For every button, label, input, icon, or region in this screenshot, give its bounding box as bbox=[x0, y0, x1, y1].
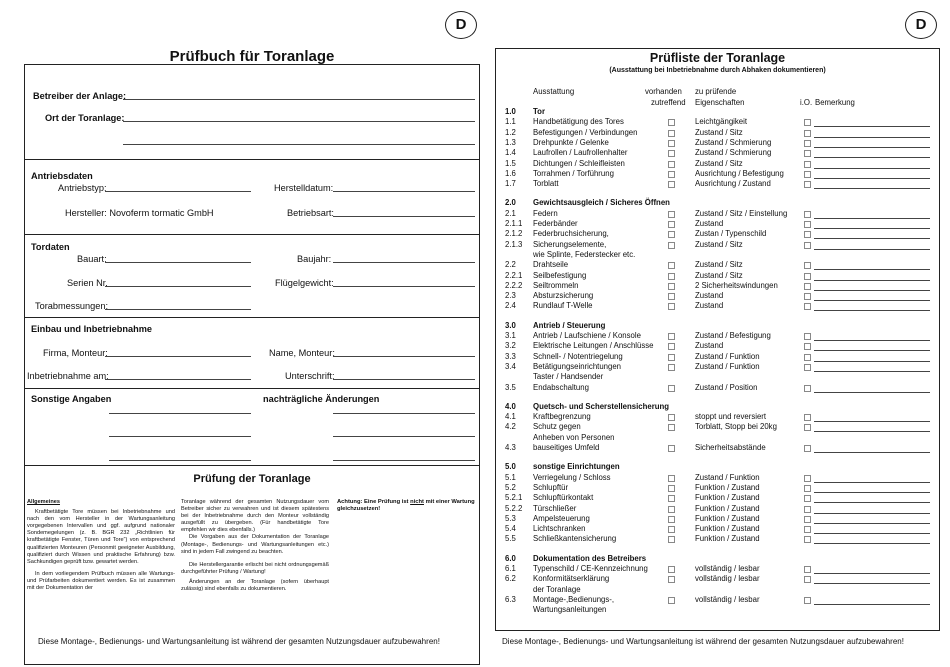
row-property: Funktion / Zustand bbox=[695, 524, 760, 534]
row-description: Verriegelung / Schloss bbox=[533, 472, 611, 482]
unterschrift-label: Unterschrift: bbox=[285, 371, 335, 381]
hersteller-text: Hersteller: Novoferm tormatic GmbH bbox=[65, 208, 214, 218]
io-checkbox[interactable] bbox=[804, 536, 811, 543]
io-checkbox[interactable] bbox=[804, 506, 811, 513]
page-title-left: Prüfbuch für Toranlage bbox=[169, 48, 335, 65]
row-property: stoppt und reversiert bbox=[695, 412, 767, 422]
row-number: 6.1 bbox=[505, 564, 516, 573]
vorhanden-checkbox[interactable] bbox=[668, 526, 675, 533]
io-checkbox[interactable] bbox=[804, 343, 811, 350]
row-property: Ausrichtung / Zustand bbox=[695, 179, 771, 189]
io-checkbox[interactable] bbox=[804, 171, 811, 178]
row-number: 2.2.1 bbox=[505, 270, 523, 280]
row-description: Taster / Handsender bbox=[533, 372, 604, 382]
row-description: Türschließer bbox=[533, 503, 577, 513]
vorhanden-checkbox[interactable] bbox=[668, 385, 675, 392]
row-number: 2.0 bbox=[505, 198, 516, 208]
allgemeines-paragraph: In dem vorliegendem Prüfbuch müssen alle Wartungs- und Prüfarbeiten dokumentiert werden. Es ist zusammen mit der Dokumentation der bbox=[27, 570, 175, 592]
row-description: Wartungsanleitungen bbox=[533, 605, 607, 615]
checklist-row bbox=[0, 534, 950, 545]
betreiber-label: Betreiber der Anlage: bbox=[33, 91, 127, 101]
pruefung-paragraph: Änderungen an der Toranlage (sofern überhaupt zulässig) sind ebenfalls zu dokumentieren. bbox=[181, 578, 329, 593]
antriebsdaten-title: Antriebsdaten bbox=[31, 171, 93, 181]
checklist-row bbox=[0, 605, 950, 616]
betreiber-field[interactable] bbox=[123, 99, 475, 100]
vorhanden-checkbox[interactable] bbox=[668, 364, 675, 371]
betriebsart-label: Betriebsart: bbox=[287, 208, 334, 218]
row-number: 4.0 bbox=[505, 401, 516, 411]
row-number: 4.1 bbox=[505, 412, 516, 422]
bauart-label: Bauart: bbox=[77, 254, 107, 264]
achtung-part-a: Achtung: Eine Prüfung ist bbox=[337, 499, 409, 505]
row-number: 5.0 bbox=[505, 462, 516, 472]
io-checkbox[interactable] bbox=[804, 576, 811, 583]
vorhanden-checkbox[interactable] bbox=[668, 150, 675, 157]
io-checkbox[interactable] bbox=[804, 211, 811, 218]
row-description: Federbruchsicherung, bbox=[533, 229, 609, 239]
row-description: Gewichtsausgleich / Sicheres Öffnen bbox=[533, 198, 670, 208]
vorhanden-checkbox[interactable] bbox=[668, 303, 675, 310]
io-checkbox[interactable] bbox=[804, 262, 811, 269]
checklist-row bbox=[0, 383, 950, 394]
achtung-nicht: nicht bbox=[410, 499, 424, 505]
vorhanden-checkbox[interactable] bbox=[668, 424, 675, 431]
row-number: 1.4 bbox=[505, 148, 516, 158]
vorhanden-checkbox[interactable] bbox=[668, 414, 675, 421]
row-number: 2.2.2 bbox=[505, 280, 523, 290]
io-checkbox[interactable] bbox=[804, 414, 811, 421]
language-badge-right: D bbox=[905, 11, 937, 39]
row-number: 2.1.1 bbox=[505, 219, 523, 228]
divider bbox=[25, 317, 479, 318]
vorhanden-checkbox[interactable] bbox=[668, 171, 675, 178]
checklist-row bbox=[0, 443, 950, 454]
antriebstyp-label: Antriebstyp: bbox=[58, 183, 107, 193]
bemerkung-field[interactable] bbox=[814, 310, 930, 311]
sonstige-line[interactable] bbox=[109, 460, 251, 461]
row-description: Handbetätigung des Tores bbox=[533, 117, 624, 127]
vorhanden-checkbox[interactable] bbox=[668, 536, 675, 543]
einbau-title: Einbau und Inbetriebnahme bbox=[31, 324, 152, 334]
row-property: Sicherheitsabstände bbox=[695, 443, 766, 452]
row-property: Zustand bbox=[695, 219, 724, 228]
vorhanden-checkbox[interactable] bbox=[668, 485, 675, 492]
row-property: Funktion / Zustand bbox=[695, 482, 760, 492]
achtung-part-b: mit einer Wartung gleichzusetzen! bbox=[337, 499, 475, 513]
vorhanden-checkbox[interactable] bbox=[668, 273, 675, 280]
bemerkung-field[interactable] bbox=[814, 188, 930, 189]
vorhanden-checkbox[interactable] bbox=[668, 445, 675, 452]
vorhanden-checkbox[interactable] bbox=[668, 495, 675, 502]
io-checkbox[interactable] bbox=[804, 445, 811, 452]
row-description: Drehpunkte / Gelenke bbox=[533, 137, 609, 147]
vorhanden-checkbox[interactable] bbox=[668, 343, 675, 350]
vorhanden-checkbox[interactable] bbox=[668, 211, 675, 218]
row-description: Anheben von Personen bbox=[533, 432, 615, 442]
row-property: Funktion / Zustand bbox=[695, 534, 760, 544]
row-description: Befestigungen / Verbindungen bbox=[533, 127, 638, 137]
row-property: Zustand bbox=[695, 301, 724, 311]
row-number: 6.2 bbox=[505, 574, 516, 584]
header-eigenschaften: Eigenschaften bbox=[695, 98, 745, 107]
io-checkbox[interactable] bbox=[804, 485, 811, 492]
row-description: Rundlauf T-Welle bbox=[533, 301, 593, 311]
row-description: Typenschild / CE-Kennzeichnung bbox=[533, 564, 648, 573]
row-description: Montage-,Bedienungs-, bbox=[533, 594, 615, 604]
bemerkung-field[interactable] bbox=[814, 392, 930, 393]
row-description: Lichtschranken bbox=[533, 524, 586, 534]
vorhanden-checkbox[interactable] bbox=[668, 597, 675, 604]
io-checkbox[interactable] bbox=[804, 283, 811, 290]
io-checkbox[interactable] bbox=[804, 140, 811, 147]
row-description: Federbänder bbox=[533, 219, 578, 228]
row-property: 2 Sicherheitswindungen bbox=[695, 280, 778, 290]
row-description: Seiltrommeln bbox=[533, 280, 579, 290]
row-property: vollständig / lesbar bbox=[695, 564, 760, 573]
row-description: Schlupftürkontakt bbox=[533, 493, 594, 503]
io-checkbox[interactable] bbox=[804, 181, 811, 188]
io-checkbox[interactable] bbox=[804, 597, 811, 604]
page-subtitle-right: (Ausstattung bei Inbetriebnahme durch Abhaken dokumentieren) bbox=[609, 67, 826, 74]
herstelldatum-field[interactable] bbox=[333, 191, 475, 192]
firma-monteur-label: Firma, Monteur: bbox=[43, 348, 108, 358]
header-bemerkung: Bemerkung bbox=[815, 98, 855, 107]
row-property: Zustand / Sitz bbox=[695, 158, 743, 168]
row-property: Ausrichtung / Befestigung bbox=[695, 168, 784, 178]
allgemeines-heading: Allgemeines bbox=[27, 499, 60, 505]
checklist-row bbox=[0, 301, 950, 312]
row-number: 2.3 bbox=[505, 291, 516, 301]
vorhanden-checkbox[interactable] bbox=[668, 475, 675, 482]
io-checkbox[interactable] bbox=[804, 364, 811, 371]
io-checkbox[interactable] bbox=[804, 242, 811, 249]
row-description: Seilbefestigung bbox=[533, 270, 587, 280]
io-checkbox[interactable] bbox=[804, 566, 811, 573]
row-description: Dokumentation des Betreibers bbox=[533, 553, 647, 563]
row-description: Schließkantensicherung bbox=[533, 534, 617, 544]
row-description: Dichtungen / Schleifleisten bbox=[533, 158, 625, 168]
vorhanden-checkbox[interactable] bbox=[668, 354, 675, 361]
footer-left: Diese Montage-, Bedienungs- und Wartungsanleitung ist während der gesamten Nutzungsdauer aufzubewahren! bbox=[38, 637, 441, 646]
row-number: 3.2 bbox=[505, 341, 516, 351]
row-description: sonstige Einrichtungen bbox=[533, 462, 620, 472]
row-property: Zustand / Sitz bbox=[695, 260, 743, 270]
row-property: Zustand / Funktion bbox=[695, 361, 760, 371]
row-description: Torblatt bbox=[533, 179, 559, 189]
vorhanden-checkbox[interactable] bbox=[668, 506, 675, 513]
row-number: 2.1 bbox=[505, 208, 516, 218]
row-description: Endabschaltung bbox=[533, 382, 589, 392]
row-description: Sicherungselemente, bbox=[533, 239, 607, 249]
row-description: Schutz gegen bbox=[533, 422, 581, 432]
header-ausstattung: Ausstattung bbox=[533, 87, 575, 96]
row-property: Zustand / Schmierung bbox=[695, 137, 772, 147]
row-description: Antrieb / Steuerung bbox=[533, 320, 606, 330]
row-property: Leichtgängikeit bbox=[695, 117, 748, 127]
io-checkbox[interactable] bbox=[804, 273, 811, 280]
row-number: 5.1 bbox=[505, 472, 516, 482]
row-number: 1.1 bbox=[505, 117, 516, 127]
row-description: Laufrollen / Laufrollenhalter bbox=[533, 148, 628, 158]
row-number: 1.6 bbox=[505, 168, 516, 178]
row-number: 5.2.2 bbox=[505, 503, 523, 513]
io-checkbox[interactable] bbox=[804, 130, 811, 137]
fluegelgewicht-label: Flügelgewicht: bbox=[275, 278, 334, 288]
seriennr-label: Serien Nr. bbox=[67, 278, 108, 288]
row-property: vollständig / lesbar bbox=[695, 594, 760, 604]
row-description: Torrahmen / Torführung bbox=[533, 168, 614, 178]
row-number: 1.2 bbox=[505, 127, 516, 137]
ort-label: Ort der Toranlage: bbox=[45, 113, 125, 123]
antriebstyp-field[interactable] bbox=[105, 191, 251, 192]
vorhanden-checkbox[interactable] bbox=[668, 293, 675, 300]
row-number: 5.2.1 bbox=[505, 493, 523, 503]
row-number: 2.1.3 bbox=[505, 239, 523, 249]
io-checkbox[interactable] bbox=[804, 354, 811, 361]
row-number: 5.2 bbox=[505, 482, 516, 492]
aenderungen-line[interactable] bbox=[333, 460, 475, 461]
row-number: 5.3 bbox=[505, 513, 516, 523]
header-vorhanden: vorhanden bbox=[645, 87, 682, 96]
row-number: 2.1.2 bbox=[505, 229, 523, 239]
vorhanden-checkbox[interactable] bbox=[668, 333, 675, 340]
row-description: Drahtseile bbox=[533, 260, 569, 270]
row-number: 3.3 bbox=[505, 351, 516, 361]
tordaten-title: Tordaten bbox=[31, 242, 70, 252]
row-property: Funktion / Zustand bbox=[695, 513, 760, 523]
row-number: 4.3 bbox=[505, 443, 516, 452]
row-number: 3.5 bbox=[505, 382, 516, 392]
row-number: 3.0 bbox=[505, 320, 516, 330]
row-property: Torblatt, Stopp bei 20kg bbox=[695, 422, 777, 432]
vorhanden-checkbox[interactable] bbox=[668, 161, 675, 168]
row-property: Zustand / Sitz bbox=[695, 270, 743, 280]
row-description: Schnell- / Notentriegelung bbox=[533, 351, 623, 361]
header-zu-pruefende: zu prüfende bbox=[695, 87, 737, 96]
row-property: Zustand / Funktion bbox=[695, 472, 760, 482]
row-number: 1.0 bbox=[505, 107, 516, 116]
row-property: Zustand / Sitz bbox=[695, 239, 743, 249]
row-description: Schlupftür bbox=[533, 482, 569, 492]
sonstige-angaben-title: Sonstige Angaben bbox=[31, 394, 112, 404]
row-property: vollständig / lesbar bbox=[695, 574, 760, 584]
row-property: Zustand bbox=[695, 291, 724, 301]
checklist-row bbox=[0, 179, 950, 190]
io-checkbox[interactable] bbox=[804, 293, 811, 300]
row-description: Kraftbegrenzung bbox=[533, 412, 591, 422]
row-property: Zustand / Sitz / Einstellung bbox=[695, 208, 788, 218]
row-property: Zustand / Schmierung bbox=[695, 148, 772, 158]
row-description: Elektrische Leitungen / Anschlüsse bbox=[533, 341, 654, 351]
row-number: 2.2 bbox=[505, 260, 516, 270]
io-checkbox[interactable] bbox=[804, 161, 811, 168]
io-checkbox[interactable] bbox=[804, 303, 811, 310]
row-description: Absturzsicherung bbox=[533, 291, 594, 301]
row-property: Zustand / Befestigung bbox=[695, 331, 771, 340]
baujahr-label: Baujahr: bbox=[297, 254, 332, 264]
io-checkbox[interactable] bbox=[804, 516, 811, 523]
bemerkung-field[interactable] bbox=[814, 543, 930, 544]
pruefung-paragraph: Die Herstellergarantie erlischt bei nicht ordnungsgemäß durchgeführter Prüfung / Wartung! bbox=[181, 561, 329, 575]
herstelldatum-label: Herstelldatum: bbox=[274, 183, 334, 193]
row-number: 4.2 bbox=[505, 422, 516, 432]
io-checkbox[interactable] bbox=[804, 385, 811, 392]
row-property: Funktion / Zustand bbox=[695, 503, 760, 513]
io-checkbox[interactable] bbox=[804, 231, 811, 238]
row-description: Quetsch- und Scherstellensicherung bbox=[533, 401, 670, 411]
row-description: Tor bbox=[533, 107, 545, 116]
io-checkbox[interactable] bbox=[804, 424, 811, 431]
vorhanden-checkbox[interactable] bbox=[668, 130, 675, 137]
row-number: 1.5 bbox=[505, 158, 516, 168]
allgemeines-paragraph: Kraftbetätigte Tore müssen bei Inbetriebnahme und nach den vom Hersteller in der Wartungsanleitung vorgegebenen Intervallen und ggf. aufgrund nationaler Sondemegelungen (z. B. BGR 232 „Richtlinien für kraftbetätigte Fenster, Türen und Tore“) von entsprechend qualifizierten Monteuren (Personmit geeigneter Ausbildung, qualifiziert durch Wissen und praktische Erfahrung) bzw. Sachkundigen geprüft bzw. gewartet werden. bbox=[27, 509, 175, 565]
row-description: Betätigungseinrichtungen bbox=[533, 361, 621, 371]
row-description: wie Splinte, Federstecker etc. bbox=[533, 249, 636, 259]
row-property: Zustand / Position bbox=[695, 382, 758, 392]
vorhanden-checkbox[interactable] bbox=[668, 283, 675, 290]
vorhanden-checkbox[interactable] bbox=[668, 181, 675, 188]
row-property: Funktion / Zustand bbox=[695, 493, 760, 503]
row-number: 5.5 bbox=[505, 534, 516, 544]
row-description: Ampelsteuerung bbox=[533, 513, 590, 523]
row-number: 6.3 bbox=[505, 594, 516, 604]
row-property: Zustand / Sitz bbox=[695, 127, 743, 137]
row-description: Antrieb / Laufschiene / Konsole bbox=[533, 331, 641, 340]
row-property: Zustand / Funktion bbox=[695, 351, 760, 361]
page-title-right: Prüfliste der Toranlage bbox=[649, 51, 786, 65]
torabmessungen-label: Torabmessungen: bbox=[35, 301, 109, 311]
io-checkbox[interactable] bbox=[804, 150, 811, 157]
row-number: 3.1 bbox=[505, 331, 516, 340]
io-checkbox[interactable] bbox=[804, 475, 811, 482]
row-number: 6.0 bbox=[505, 553, 516, 563]
vorhanden-checkbox[interactable] bbox=[668, 566, 675, 573]
row-number: 1.7 bbox=[505, 179, 516, 189]
io-checkbox[interactable] bbox=[804, 526, 811, 533]
row-description: Federn bbox=[533, 208, 558, 218]
vorhanden-checkbox[interactable] bbox=[668, 576, 675, 583]
pruefung-paragraph: Die Vorgaben aus der Dokumentation der Toranlage (Montage-, Bedienungs- und Wartungsanleitungen etc.) sind in jedem Fall zwingend zu beachten. bbox=[181, 534, 329, 555]
pruefung-title: Prüfung der Toranlage bbox=[193, 473, 311, 485]
bemerkung-field[interactable] bbox=[814, 452, 930, 453]
nachtraegliche-aenderungen-title: nachträgliche Änderungen bbox=[263, 394, 380, 404]
pruefung-paragraph: Toranlage während der gesamten Nutzungsdauer vom Betreiber sicher zu verwahren und ist diesem spätestens bei der Inbetriebnahme durch den Monteur vollständig ausgefüllt zu übergeben. (Für handbetätigte Tore empfehlen wir dies ebenfalls.) bbox=[181, 499, 329, 534]
footer-right: Diese Montage-, Bedienungs- und Wartungsanleitung ist während der gesamten Nutzungsdauer aufzubewahren! bbox=[502, 637, 905, 646]
io-checkbox[interactable] bbox=[804, 495, 811, 502]
io-checkbox[interactable] bbox=[804, 119, 811, 126]
row-number: 1.3 bbox=[505, 137, 516, 147]
row-description: bauseitiges Umfeld bbox=[533, 443, 600, 452]
row-number: 3.4 bbox=[505, 361, 516, 371]
language-badge-left: D bbox=[445, 11, 477, 39]
header-io: i.O. bbox=[800, 98, 813, 107]
vorhanden-checkbox[interactable] bbox=[668, 221, 675, 228]
io-checkbox[interactable] bbox=[804, 333, 811, 340]
row-number: 2.4 bbox=[505, 301, 516, 311]
row-description: Konformitätserklärung bbox=[533, 574, 610, 584]
row-description: der Toranlage bbox=[533, 584, 581, 594]
io-checkbox[interactable] bbox=[804, 221, 811, 228]
name-monteur-label: Name, Monteur: bbox=[269, 348, 335, 358]
vorhanden-checkbox[interactable] bbox=[668, 231, 675, 238]
header-zutreffend: zutreffend bbox=[651, 98, 686, 107]
row-property: Zustand bbox=[695, 341, 724, 351]
vorhanden-checkbox[interactable] bbox=[668, 119, 675, 126]
vorhanden-checkbox[interactable] bbox=[668, 140, 675, 147]
vorhanden-checkbox[interactable] bbox=[668, 262, 675, 269]
vorhanden-checkbox[interactable] bbox=[668, 242, 675, 249]
vorhanden-checkbox[interactable] bbox=[668, 516, 675, 523]
inbetriebnahme-label: Inbetriebnahme am: bbox=[27, 371, 109, 381]
row-number: 5.4 bbox=[505, 524, 516, 534]
row-property: Zustan / Typenschild bbox=[695, 229, 767, 239]
